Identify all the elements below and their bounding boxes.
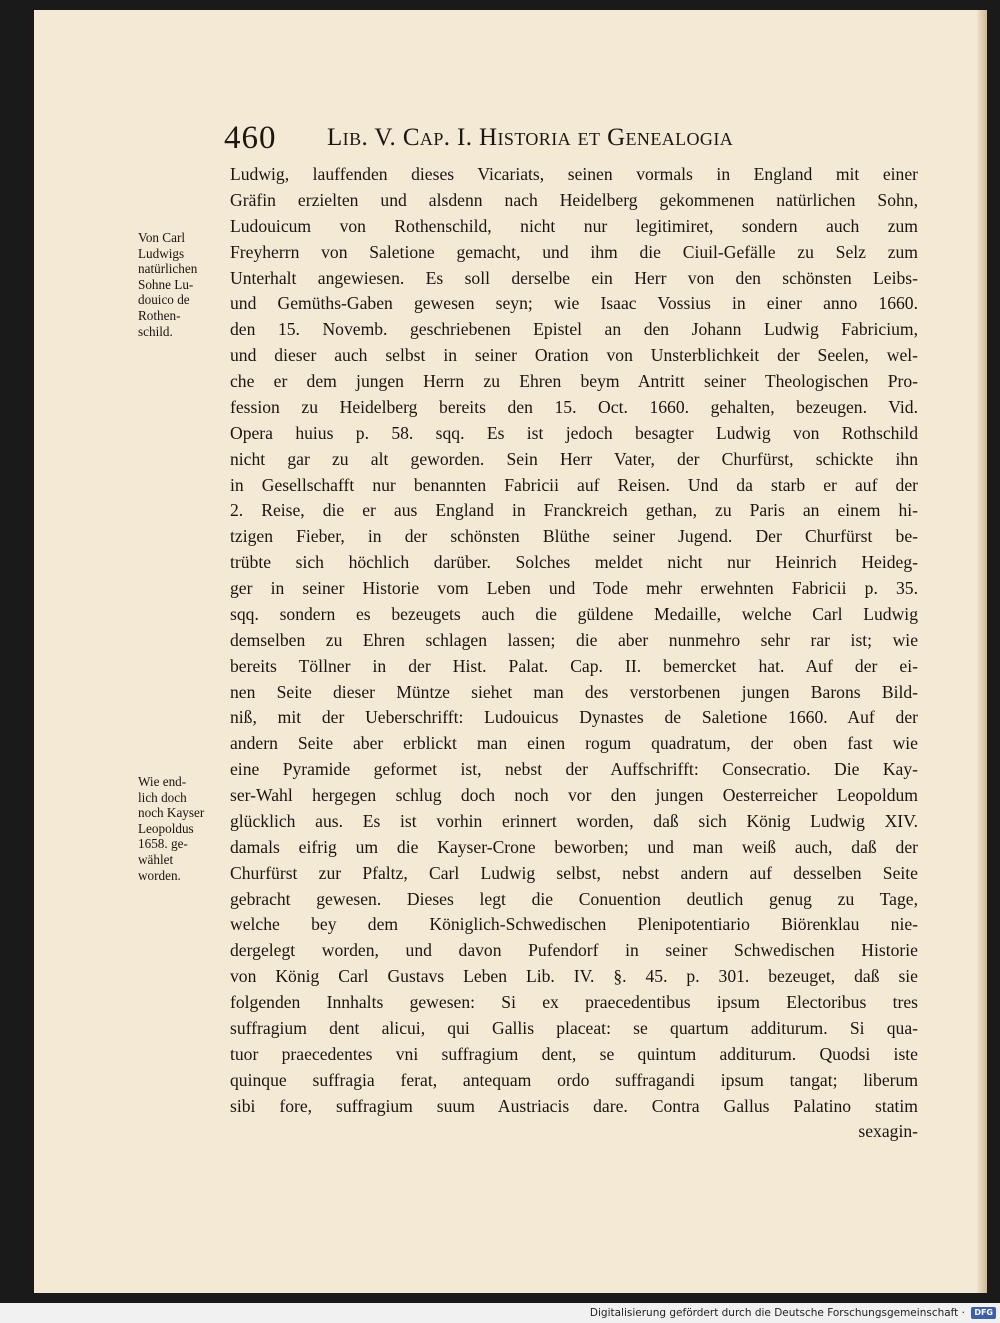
marginal-note-2 — [138, 774, 222, 883]
text-line: trübte sich höchlich darüber. Solches meldet nicht nur Heinrich Heideg- — [230, 552, 918, 573]
text-line: nicht gar zu alt geworden. Sein Herr Vater, der Churfürst, schickte ihn — [230, 448, 918, 469]
text-line: Ludwig, lauffenden dieses Vicariats, seinen vormals in England mit einer — [230, 164, 918, 184]
text-line: damals eifrig um die Kayser-Crone beworben; und man weiß auch, daß der — [230, 836, 918, 857]
footer-credit — [396, 1303, 1000, 1323]
text-line: che er dem jungen Herrn zu Ehren beym Antritt seiner Theologischen Pro- — [230, 371, 918, 391]
marginal-note-line: noch Kayser — [138, 805, 205, 821]
marginal-note-line: worden. — [138, 867, 181, 883]
text-line: in Gesellschafft nur benannten Fabricii auf Reisen. Und da starb er auf der — [230, 474, 918, 495]
text-line: suffragium dent alicui, qui Gallis placeat: se quartum additurum. Si qua- — [230, 1017, 918, 1038]
body-text — [230, 162, 918, 1145]
marginal-note-line: lich doch — [138, 789, 187, 805]
text-line: quinque suffragia ferat, antequam ordo suffragandi ipsum tangat; liberum — [230, 1069, 918, 1090]
text-line: und Gemüths-Gaben gewesen seyn; wie Isaac Vossius in einer anno 1660. — [230, 293, 918, 314]
text-line: den 15. Novemb. geschriebenen Epistel an den Johann Ludwig Fabricium, — [230, 319, 918, 340]
text-line: tuor praecedentes vni suffragium dent, se quintum additurum. Quodsi iste — [230, 1043, 918, 1064]
marginal-note-line: Von Carl — [138, 230, 186, 245]
running-title: Lib. V. Cap. I. Historia et Genealogia — [327, 124, 734, 151]
marginal-note-line: Ludwigs — [138, 245, 185, 261]
marginal-note-line: natürlichen — [138, 261, 198, 277]
text-line: ger in seiner Historie vom Leben und Tode mehr erwehnten Fabricii p. 35. — [230, 578, 918, 598]
text-line: Unterhalt angewiesen. Es soll derselbe ein Herr von den schönsten Leibs- — [230, 267, 918, 288]
text-line: 2. Reise, die er aus England in Franckreich gethan, zu Paris an einem hi- — [230, 500, 918, 521]
text-line: niß, mit der Ueberschrifft: Ludouicus Dynastes de Saletione 1660. Auf der — [230, 707, 918, 728]
running-header — [34, 118, 987, 162]
text-line: dergelegt worden, und davon Pufendorf in seiner Schwedischen Historie — [230, 940, 918, 961]
text-line: nen Seite dieser Müntze siehet man des verstorbenen jungen Barons Bild- — [230, 681, 918, 702]
marginal-note-line: schild. — [138, 323, 173, 339]
text-line: demselben zu Ehren schlagen lassen; die aber nunmehro sehr rar ist; wie — [230, 629, 918, 650]
text-line: sibi fore, suffragium suum Austriacis dare. Contra Gallus Palatino statim — [230, 1095, 918, 1116]
text-line: Opera huius p. 58. sqq. Es ist jedoch besagter Ludwig von Rothschild — [230, 422, 918, 443]
text-line: ser-Wahl hergegen schlug doch noch vor den jungen Oesterreicher Leopoldum — [230, 785, 918, 805]
text-line: sqq. sondern es bezeugets auch die güldene Medaille, welche Carl Ludwig — [230, 603, 918, 624]
text-line: Ludouicum von Rothenschild, nicht nur legitimiret, sondern auch zum — [230, 215, 918, 236]
text-line: Gräfin erzielten und alsdenn nach Heidelberg gekommenen natürlichen Sohn, — [230, 189, 918, 210]
text-line: und dieser auch selbst in seiner Oration von Unsterblichkeit der Seelen, wel- — [230, 345, 918, 366]
marginal-note-1 — [138, 230, 222, 339]
dfg-logo: DFG — [971, 1307, 996, 1319]
text-line: welche bey dem Königlich-Schwedischen Plenipotentiario Biörenklau nie- — [230, 914, 918, 935]
text-line: andern Seite aber erblickt man einen rogum quadratum, der oben fast wie — [230, 733, 918, 754]
text-line: sexagin- — [858, 1121, 918, 1142]
text-line: Freyherrn von Saletione gemacht, und ihm die Ciuil-Gefälle zu Selz zum — [230, 241, 918, 262]
page-number: 460 — [224, 120, 277, 156]
text-line: gebracht gewesen. Dieses legt die Conuention deutlich genug zu Tage, — [230, 888, 918, 909]
text-line: glücklich aus. Es ist vorhin erinnert worden, daß sich König Ludwig XIV. — [230, 810, 918, 831]
marginal-note-line: 1658. ge- — [138, 836, 188, 852]
page-edge-shadow — [977, 10, 987, 1293]
text-line: folgenden Innhalts gewesen: Si ex praecedentibus ipsum Electoribus tres — [230, 992, 918, 1012]
text-line: Churfürst zur Pfaltz, Carl Ludwig selbst, nebst andern auf desselben Seite — [230, 862, 918, 883]
marginal-note-line: Sohne Lu- — [138, 276, 194, 292]
marginal-note-line: Rothen- — [138, 307, 181, 323]
marginal-note-line: douico de — [138, 292, 190, 308]
text-line: von König Carl Gustavs Leben Lib. IV. §. 45. p. 301. bezeuget, daß sie — [230, 966, 918, 987]
marginal-note-line: Leopoldus — [138, 820, 194, 836]
footer-text: Digitalisierung gefördert durch die Deutsche Forschungsgemeinschaft · — [589, 1307, 965, 1319]
text-line: tzigen Fieber, in der schönsten Blüthe seiner Jugend. Der Churfürst be- — [230, 526, 918, 547]
text-line: bereits Töllner in der Hist. Palat. Cap. II. bemercket hat. Auf der ei- — [230, 655, 918, 676]
marginal-note-line: wählet — [138, 851, 174, 867]
book-page — [34, 10, 987, 1293]
marginal-note-line: Wie end- — [138, 774, 187, 789]
text-line: fession zu Heidelberg bereits den 15. Oct. 1660. gehalten, bezeugen. Vid. — [230, 396, 918, 417]
text-line: eine Pyramide geformet ist, nebst der Auffschrifft: Consecratio. Die Kay- — [230, 759, 918, 780]
